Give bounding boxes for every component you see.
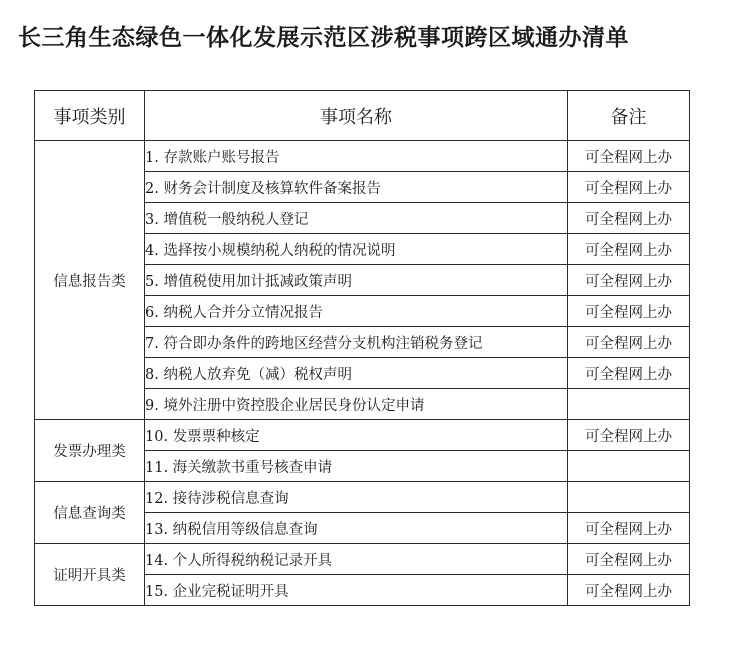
item-name-cell: 10. 发票票种核定 [145, 420, 568, 451]
item-name-cell: 6. 纳税人合并分立情况报告 [145, 296, 568, 327]
item-name-cell: 9. 境外注册中资控股企业居民身份认定申请 [145, 389, 568, 420]
item-name-cell: 14. 个人所得税纳税记录开具 [145, 544, 568, 575]
category-cell: 发票办理类 [35, 420, 145, 482]
header-item-name: 事项名称 [145, 91, 568, 141]
item-name-cell: 15. 企业完税证明开具 [145, 575, 568, 606]
item-note-cell: 可全程网上办 [568, 544, 690, 575]
item-note-cell: 可全程网上办 [568, 203, 690, 234]
table-header-row [35, 91, 690, 141]
item-name-cell: 3. 增值税一般纳税人登记 [145, 203, 568, 234]
item-note-cell: 可全程网上办 [568, 265, 690, 296]
item-name-cell: 13. 纳税信用等级信息查询 [145, 513, 568, 544]
table-row [35, 544, 690, 575]
item-name-cell: 12. 接待涉税信息查询 [145, 482, 568, 513]
item-name-cell: 7. 符合即办条件的跨地区经营分支机构注销税务登记 [145, 327, 568, 358]
table-body [35, 141, 690, 606]
header-category: 事项类别 [35, 91, 145, 141]
category-cell: 证明开具类 [35, 544, 145, 606]
item-name-cell: 4. 选择按小规模纳税人纳税的情况说明 [145, 234, 568, 265]
page-title: 长三角生态绿色一体化发展示范区涉税事项跨区域通办清单 [18, 25, 629, 51]
item-note-cell [568, 482, 690, 513]
item-note-cell: 可全程网上办 [568, 358, 690, 389]
item-note-cell [568, 389, 690, 420]
item-name-cell: 1. 存款账户账号报告 [145, 141, 568, 172]
item-note-cell: 可全程网上办 [568, 234, 690, 265]
category-cell: 信息报告类 [35, 141, 145, 420]
table-row [35, 141, 690, 172]
item-name-cell: 2. 财务会计制度及核算软件备案报告 [145, 172, 568, 203]
item-note-cell [568, 451, 690, 482]
item-name-cell: 11. 海关缴款书重号核查申请 [145, 451, 568, 482]
table-row [35, 482, 690, 513]
table-row [35, 420, 690, 451]
category-cell: 信息查询类 [35, 482, 145, 544]
item-name-cell: 8. 纳税人放弃免（减）税权声明 [145, 358, 568, 389]
item-note-cell: 可全程网上办 [568, 172, 690, 203]
item-note-cell: 可全程网上办 [568, 141, 690, 172]
item-note-cell: 可全程网上办 [568, 327, 690, 358]
header-remarks: 备注 [568, 91, 690, 141]
item-note-cell: 可全程网上办 [568, 513, 690, 544]
item-note-cell: 可全程网上办 [568, 420, 690, 451]
item-name-cell: 5. 增值税使用加计抵减政策声明 [145, 265, 568, 296]
item-note-cell: 可全程网上办 [568, 575, 690, 606]
tax-matters-table [34, 90, 690, 606]
item-note-cell: 可全程网上办 [568, 296, 690, 327]
